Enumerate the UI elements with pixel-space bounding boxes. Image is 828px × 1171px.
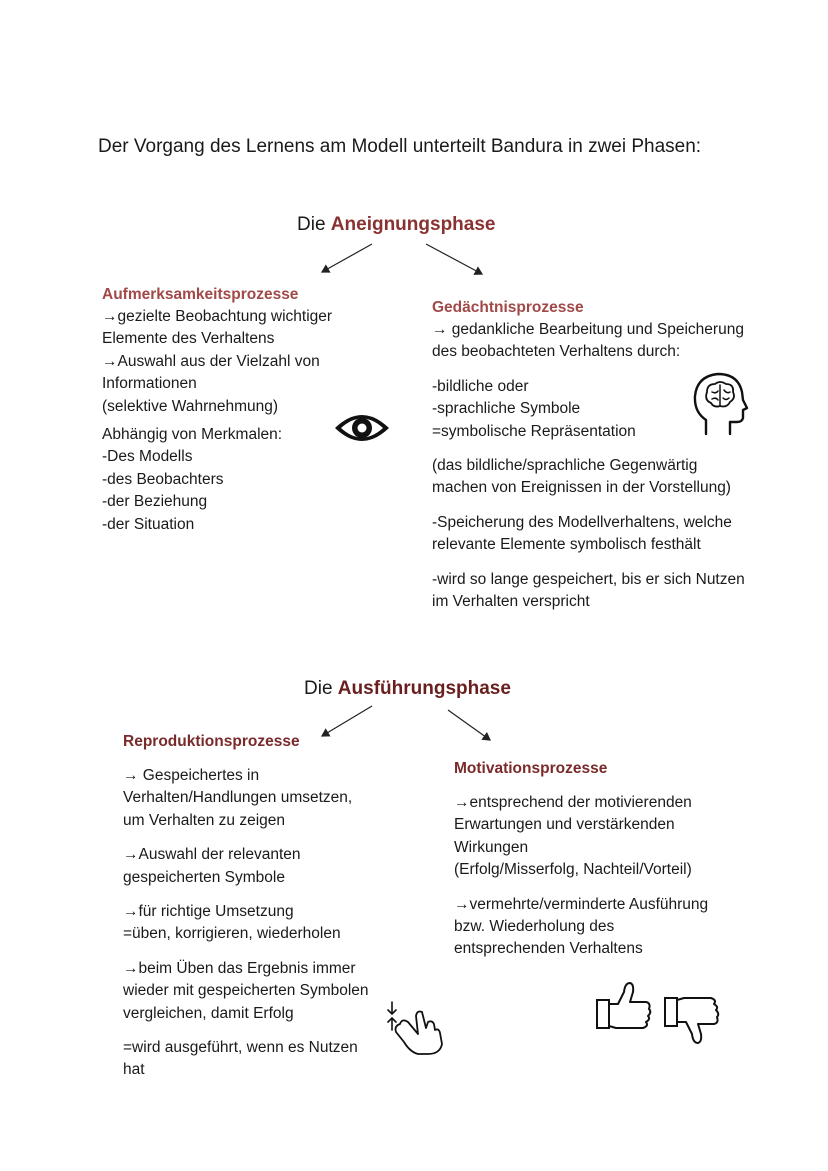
text-line: →Auswahl aus der Vielzahl von bbox=[102, 352, 320, 370]
attention-criteria bbox=[102, 424, 332, 536]
text-line: Wirkungen bbox=[454, 838, 529, 856]
text-line: Abhängig von Merkmalen: bbox=[102, 426, 283, 444]
phase2-prefix: Die bbox=[304, 678, 333, 699]
phase1-name: Aneignungsphase bbox=[330, 214, 496, 235]
reproduction-p4 bbox=[123, 958, 369, 1025]
text-line: →für richtige Umsetzung bbox=[123, 903, 294, 921]
text-line: gespeicherten Symbole bbox=[123, 868, 285, 886]
text-line: machen von Ereignissen in der Vorstellung) bbox=[432, 479, 731, 497]
memory-section bbox=[432, 297, 745, 613]
reproduction-p5 bbox=[123, 1037, 369, 1082]
text-line: des beobachteten Verhaltens durch: bbox=[432, 343, 681, 361]
text-line: →beim Üben das Ergebnis immer bbox=[123, 959, 356, 977]
text-line: =üben, korrigieren, wiederholen bbox=[123, 925, 341, 943]
phase1-prefix: Die bbox=[297, 214, 326, 235]
phase2-heading bbox=[304, 678, 511, 700]
eye-icon bbox=[332, 406, 392, 450]
text-line: -der Situation bbox=[102, 515, 195, 533]
brain-head-icon bbox=[690, 370, 750, 438]
memory-note bbox=[432, 455, 745, 500]
text-line: im Verhalten verspricht bbox=[432, 593, 590, 611]
text-line: Elemente des Verhaltens bbox=[102, 330, 275, 348]
text-line: →Auswahl der relevanten bbox=[123, 846, 301, 864]
arrow-right bbox=[426, 244, 482, 274]
text-line: Informationen bbox=[102, 375, 197, 393]
reproduction-p1 bbox=[123, 765, 369, 832]
memory-title: Gedächtnisprozesse bbox=[432, 299, 584, 316]
text-line: bzw. Wiederholung des bbox=[454, 918, 615, 936]
intro-text: Der Vorgang des Lernens am Modell unterteilt Bandura in zwei Phasen: bbox=[98, 136, 702, 157]
text-line: -Speicherung des Modellverhaltens, welche bbox=[432, 513, 732, 531]
thumbs-down-icon bbox=[662, 994, 722, 1046]
text-line: →entsprechend der motivierenden bbox=[454, 794, 692, 811]
text-line: relevante Elemente symbolisch festhält bbox=[432, 536, 701, 554]
text-line: entsprechenden Verhaltens bbox=[454, 940, 643, 958]
attention-section bbox=[102, 284, 332, 536]
text-line: hat bbox=[123, 1061, 145, 1079]
reproduction-p3 bbox=[123, 901, 369, 946]
text-line: -Des Modells bbox=[102, 448, 193, 466]
motivation-p2 bbox=[454, 894, 708, 961]
text-line: um Verhalten zu zeigen bbox=[123, 811, 285, 829]
text-line: -sprachliche Symbole bbox=[432, 400, 581, 418]
memory-benefit bbox=[432, 569, 745, 614]
phase1-arrows bbox=[310, 238, 500, 282]
text-line: (das bildliche/sprachliche Gegenwärtig bbox=[432, 457, 698, 475]
text-line: -der Beziehung bbox=[102, 493, 208, 511]
pinch-hand-icon bbox=[382, 1000, 448, 1056]
motivation-title: Motivationsprozesse bbox=[454, 760, 608, 777]
text-line: Erwartungen und verstärkenden bbox=[454, 816, 675, 834]
text-line: (Erfolg/Misserfolg, Nachteil/Vorteil) bbox=[454, 861, 692, 879]
memory-storage bbox=[432, 512, 745, 557]
text-line: →gezielte Beobachtung wichtiger bbox=[102, 308, 333, 325]
reproduction-title: Reproduktionsprozesse bbox=[123, 733, 300, 750]
motivation-p1 bbox=[454, 792, 708, 882]
text-line: -des Beobachters bbox=[102, 470, 224, 488]
text-line: Verhalten/Handlungen umsetzen, bbox=[123, 789, 353, 807]
text-line: -wird so lange gespeichert, bis er sich Nutzen bbox=[432, 570, 745, 588]
attention-title: Aufmerksamkeitsprozesse bbox=[102, 286, 299, 303]
text-line: (selektive Wahrnehmung) bbox=[102, 397, 279, 415]
arrow-right bbox=[448, 710, 490, 740]
motivation-section bbox=[454, 758, 708, 961]
reproduction-section bbox=[123, 731, 369, 1082]
text-line: vergleichen, damit Erfolg bbox=[123, 1004, 294, 1022]
text-line: =wird ausgeführt, wenn es Nutzen bbox=[123, 1039, 358, 1057]
text-line: wieder mit gespeicherten Symbolen bbox=[123, 982, 369, 1000]
text-line: →vermehrte/verminderte Ausführung bbox=[454, 895, 709, 913]
text-line: -bildliche oder bbox=[432, 377, 529, 395]
thumbs-up-icon bbox=[594, 980, 654, 1032]
reproduction-p2 bbox=[123, 844, 369, 889]
arrow-left bbox=[322, 244, 372, 272]
text-line: → gedankliche Bearbeitung und Speicherung bbox=[432, 321, 744, 338]
attention-lines bbox=[102, 306, 332, 418]
phase1-heading bbox=[297, 214, 495, 236]
text-line: =symbolische Repräsentation bbox=[432, 422, 636, 440]
text-line: → Gespeichertes in bbox=[123, 767, 260, 784]
phase2-name: Ausführungsphase bbox=[337, 678, 511, 699]
memory-intro bbox=[432, 319, 745, 364]
